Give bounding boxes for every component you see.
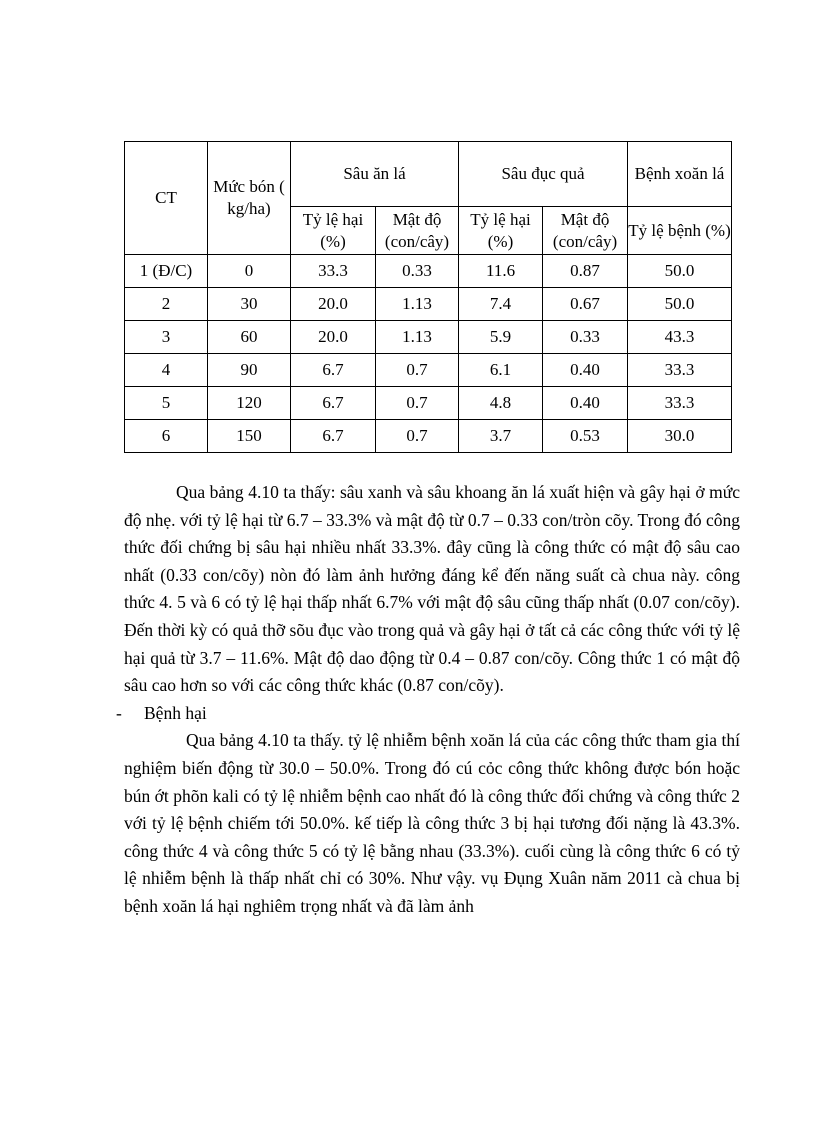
table-cell: 33.3 <box>628 354 732 387</box>
header-fruit-borer: Sâu đục quả <box>459 142 628 207</box>
table-row <box>125 255 732 288</box>
table-cell: 33.3 <box>628 387 732 420</box>
table-cell: 0.7 <box>376 354 459 387</box>
subheader-disease-rate: Tỷ lệ bệnh (%) <box>628 207 732 255</box>
table-body <box>125 255 732 453</box>
table-cell: 0.40 <box>543 387 628 420</box>
table-cell: 6 <box>125 420 208 453</box>
table-header-row <box>125 142 732 207</box>
table-cell: 6.7 <box>291 420 376 453</box>
header-leaf-pest: Sâu ăn lá <box>291 142 459 207</box>
bullet-label: Bệnh hại <box>144 702 207 723</box>
table-cell: 7.4 <box>459 288 543 321</box>
table-cell: 1 (Đ/C) <box>125 255 208 288</box>
header-rate: Mức bón ( kg/ha) <box>208 142 291 255</box>
table-cell: 4 <box>125 354 208 387</box>
table-cell: 5.9 <box>459 321 543 354</box>
table-cell: 43.3 <box>628 321 732 354</box>
table-cell: 0.67 <box>543 288 628 321</box>
bullet-dash: - <box>116 702 122 723</box>
header-ct: CT <box>125 142 208 255</box>
table-row <box>125 387 732 420</box>
subheader-density: Mật độ (con/cây) <box>376 207 459 255</box>
table-cell: 11.6 <box>459 255 543 288</box>
table-cell: 3.7 <box>459 420 543 453</box>
table-cell: 33.3 <box>291 255 376 288</box>
table-cell: 60 <box>208 321 291 354</box>
table-cell: 120 <box>208 387 291 420</box>
table-cell: 6.7 <box>291 387 376 420</box>
paragraph-leaf-pest: Qua bảng 4.10 ta thấy: sâu xanh và sâu khoang ăn lá xuất hiện và gây hại ở mức độ nhẹ. với tỷ lệ hại từ 6.7 – 33.3% và mật độ từ 0.7 – 0.33 con/tròn cõy. Trong đó công thức đối chứng bị sâu hại nhiều nhất 33.3%. đây cũng là công thức có mật độ sâu cao nhất (0.33 con/cõy) nòn đó làm ảnh hưởng đáng kể đến năng suất cà chua này. công thức 4. 5 và 6 có tỷ lệ hại thấp nhất 6.7% với mật độ sâu cũng thấp nhất (0.07 con/cõy). Đến thời kỳ có quả thỡ sõu đục vào trong quả và gây hại ở tất cả các công thức với tỷ lệ hại quả từ 3.7 – 11.6%. Mật độ dao động từ 0.4 – 0.87 con/cõy. Công thức 1 có mật độ sâu cao hơn so với các công thức khác (0.87 con/cõy). <box>124 482 740 696</box>
header-leaf-curl: Bệnh xoăn lá <box>628 142 732 207</box>
body-text <box>116 479 740 921</box>
paragraph-disease: Qua bảng 4.10 ta thấy. tỷ lệ nhiễm bệnh xoăn lá của các công thức tham gia thí nghiệm biến động từ 30.0 – 50.0%. Trong đó cú cỏc công thức không được bón hoặc bún ớt phõn kali có tỷ lệ nhiễm bệnh cao nhất đó là công thức đối chứng và công thức 2 với tỷ lệ bệnh chiếm tới 50.0%. kế tiếp là công thức 3 bị hại tương đối nặng là 43.3%. công thức 4 và công thức 5 có tỷ lệ bằng nhau (33.3%). cuối cùng là công thức 6 có tỷ lệ nhiễm bệnh là thấp nhất chỉ có 30%. Như vậy. vụ Đụng Xuân năm 2011 cà chua bị bệnh xoăn lá hại nghiêm trọng nhất và đã làm ảnh <box>124 730 740 916</box>
table-cell: 1.13 <box>376 321 459 354</box>
table-cell: 150 <box>208 420 291 453</box>
bullet-disease <box>116 700 740 728</box>
table-cell: 2 <box>125 288 208 321</box>
table-row <box>125 288 732 321</box>
table-cell: 30.0 <box>628 420 732 453</box>
table-cell: 3 <box>125 321 208 354</box>
table-cell: 0.53 <box>543 420 628 453</box>
table-cell: 30 <box>208 288 291 321</box>
table-cell: 0.40 <box>543 354 628 387</box>
subheader-damage-rate: Tỷ lệ hại (%) <box>291 207 376 255</box>
pest-disease-table <box>124 141 732 453</box>
table-cell: 50.0 <box>628 255 732 288</box>
table-cell: 90 <box>208 354 291 387</box>
table-row <box>125 321 732 354</box>
table-cell: 1.13 <box>376 288 459 321</box>
table-cell: 4.8 <box>459 387 543 420</box>
table-row <box>125 354 732 387</box>
subheader-damage-rate: Tỷ lệ hại (%) <box>459 207 543 255</box>
table-cell: 20.0 <box>291 321 376 354</box>
table-cell: 50.0 <box>628 288 732 321</box>
table-cell: 0.87 <box>543 255 628 288</box>
table-cell: 0.7 <box>376 387 459 420</box>
table-row <box>125 420 732 453</box>
table-cell: 6.1 <box>459 354 543 387</box>
table-cell: 0.33 <box>376 255 459 288</box>
subheader-density: Mật độ (con/cây) <box>543 207 628 255</box>
table-cell: 6.7 <box>291 354 376 387</box>
table-cell: 0.33 <box>543 321 628 354</box>
table-cell: 5 <box>125 387 208 420</box>
table-cell: 20.0 <box>291 288 376 321</box>
table-cell: 0.7 <box>376 420 459 453</box>
table-cell: 0 <box>208 255 291 288</box>
